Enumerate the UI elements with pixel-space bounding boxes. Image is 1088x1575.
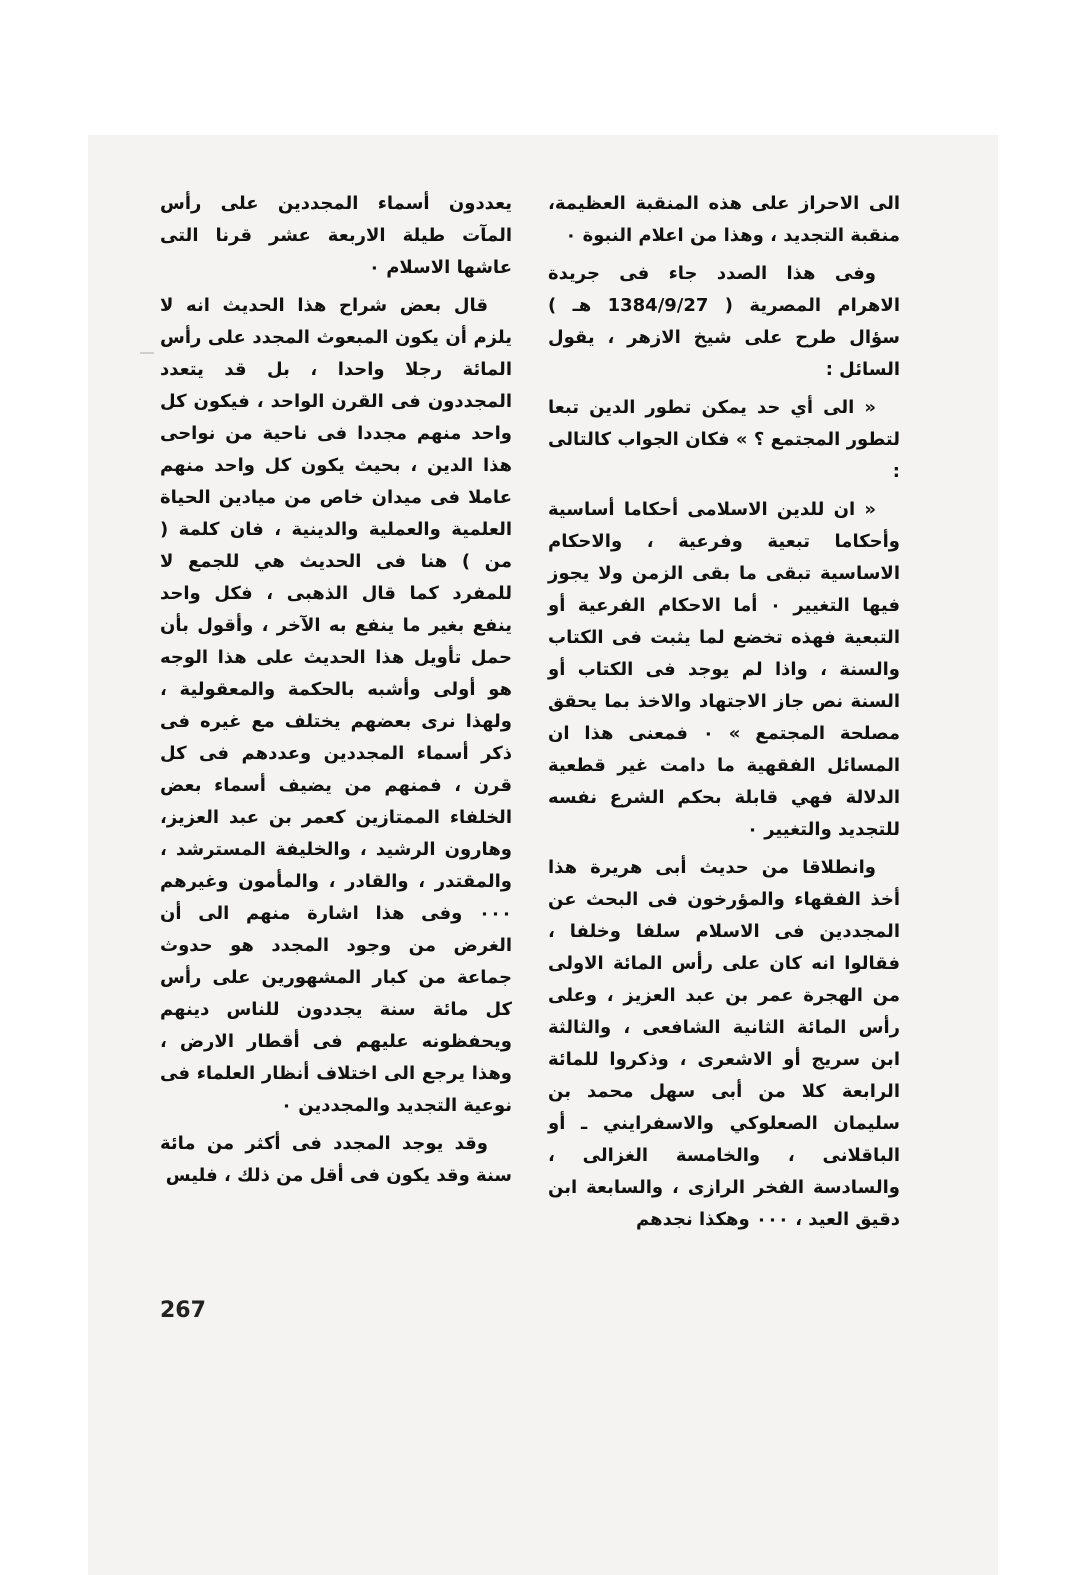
paragraph: وانطلاقا من حديث أبى هريرة هذا أخذ الفقهاء والمؤرخون فى البحث عن المجددين فى الاسلام سلفا وخلفا ، فقالوا انه كان على رأس المائة الاولى من الهجرة عمر بن عبد العزيز ، وعلى رأس المائة الثانية الشافعى ، والثالثة ابن سريج أو الاشعرى ، وذكروا للمائة الرابعة كلا من أبى سهل محمد بن سليمان الصعلوكي والاسفرايني ـ أو الباقلانى ، والخامسة الغزالى ، والسادسة الفخر الرازى ، والسابعة ابن دقيق العيد ، ٠٠٠ وهكذا نجدهم <box>548 857 900 1230</box>
paragraph: قال بعض شراح هذا الحديث انه لا يلزم أن يكون المبعوث المجدد على رأس المائة رجلا واحدا ، بل قد يتعدد المجددون فى القرن الواحد ، فيكون كل واحد منهم مجددا فى ناحية من نواحى هذا الدين ، بحيث يكون كل واحد منهم عاملا فى ميدان خاص من ميادين الحياة العلمية والعملية والدينية ، فان كلمة ( من ) هنا فى الحديث هي للجمع لا للمفرد كما قال الذهبى ، فكل واحد ينفع بغير ما ينفع به الآخر ، وأقول بأن حمل تأويل هذا الحديث على هذا الوجه هو أولى وأشبه بالحكمة والمعقولية ، ولهذا نرى بعضهم يختلف مع غيره فى ذكر أسماء المجددين وعددهم فى كل قرن ، فمنهم من يضيف أسماء بعض الخلفاء الممتازين كعمر بن عبد العزيز، وهارون الرشيد ، والخليفة المسترشد ، والمقتدر ، والقادر ، والمأمون وغيرهم ٠٠٠ وفى هذا اشارة منهم الى أن الغرض من وجود المجدد هو حدوث جماعة من كبار المشهورين على رأس كل مائة سنة يجددون للناس دينهم ويحفظونه عليهم فى أقطار الارض ، وهذا يرجع الى اختلاف أنظار العلماء فى نوعية التجديد والمجددين ٠ <box>160 295 512 1116</box>
page-number: 267 <box>160 1298 206 1323</box>
paragraph: وقد يوجد المجدد فى أكثر من مائة سنة وقد يكون فى أقل من ذلك ، فليس <box>160 1133 512 1186</box>
paragraph: الى الاحراز على هذه المنقبة العظيمة، منقبة التجديد ، وهذا من اعلام النبوة ٠ <box>548 193 900 246</box>
paragraph: « ان للدين الاسلامى أحكاما أساسية وأحكاما تبعية وفرعية ، والاحكام الاساسية تبقى ما بقى الزمن ولا يجوز فيها التغيير ٠ أما الاحكام الفرعية أو التبعية فهذه تخضع لما يثبت فى الكتاب والسنة ، واذا لم يوجد فى الكتاب أو السنة نص جاز الاجتهاد والاخذ بما يحقق مصلحة المجتمع » ٠ فمعنى هذا ان المسائل الفقهية ما دامت غير قطعية الدلالة فهي قابلة بحكم الشرع نفسه للتجديد والتغيير ٠ <box>548 499 901 840</box>
left-text-column <box>160 188 512 1198</box>
right-text-column <box>548 188 900 1242</box>
paragraph: « الى أي حد يمكن تطور الدين تبعا لتطور المجتمع ؟ » فكان الجواب كالتالى : <box>548 397 900 482</box>
paragraph: وفى هذا الصدد جاء فى جريدة الاهرام المصرية ( 1384/9/27 هـ ) سؤال طرح على شيخ الازهر ، يقول السائل : <box>548 263 900 380</box>
scan-mark <box>140 352 154 354</box>
paragraph: يعددون أسماء المجددين على رأس المآت طيلة الاربعة عشر قرنا التى عاشها الاسلام ٠ <box>160 193 512 278</box>
